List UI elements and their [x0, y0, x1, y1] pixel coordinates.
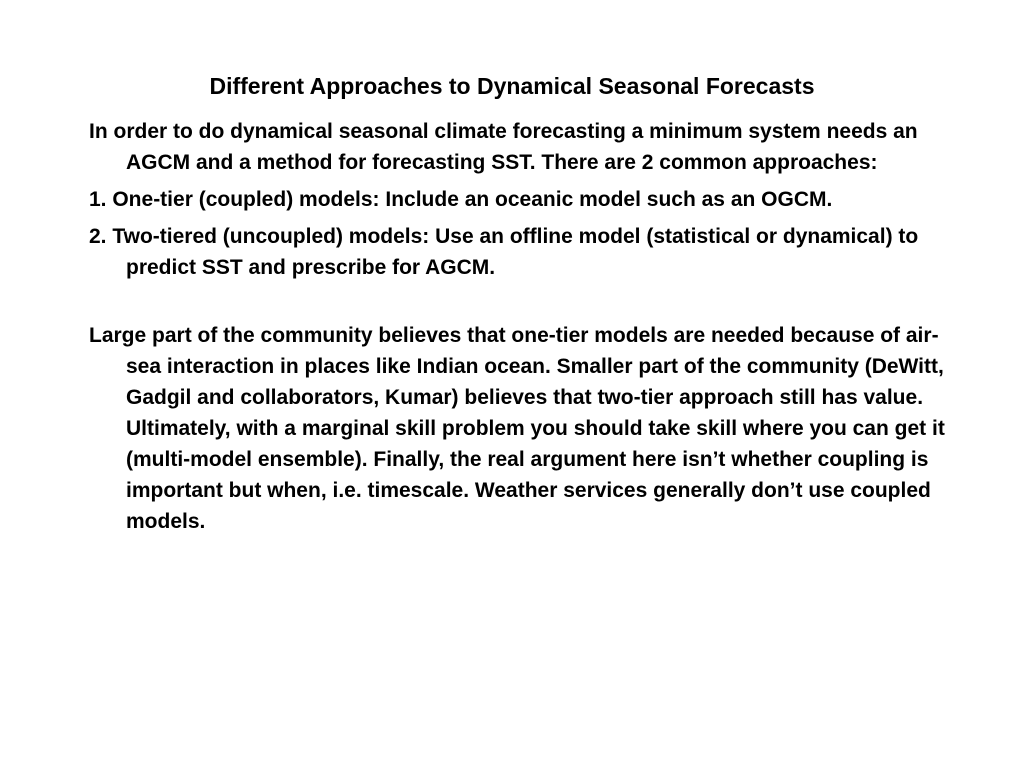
community-paragraph: Large part of the community believes that one-tier models are needed because of air-sea interaction in places like Indian ocean. Smaller part of the community (DeWitt, Gadgil and collaborators, Kumar) believes that two-tier approach still has value. Ultimately, with a marginal skill problem you should take skill where you can get it (multi-model ensemble). Finally, the real argument here isn’t whether coupling is important but when, i.e. timescale. Weather services generally don’t use coupled models. [89, 324, 945, 533]
slide-title: Different Approaches to Dynamical Seasonal Forecasts [209, 73, 815, 99]
one-tier-item: 1. One-tier (coupled) models: Include an oceanic model such as an OGCM. [89, 188, 833, 211]
slide-body [89, 116, 949, 537]
two-tier-item: 2. Two-tiered (uncoupled) models: Use an offline model (statistical or dynamical) to predict SST and prescribe for AGCM. [89, 225, 919, 279]
intro-paragraph: In order to do dynamical seasonal climate forecasting a minimum system needs an AGCM and a method for forecasting SST. There are 2 common approaches: [89, 120, 918, 174]
